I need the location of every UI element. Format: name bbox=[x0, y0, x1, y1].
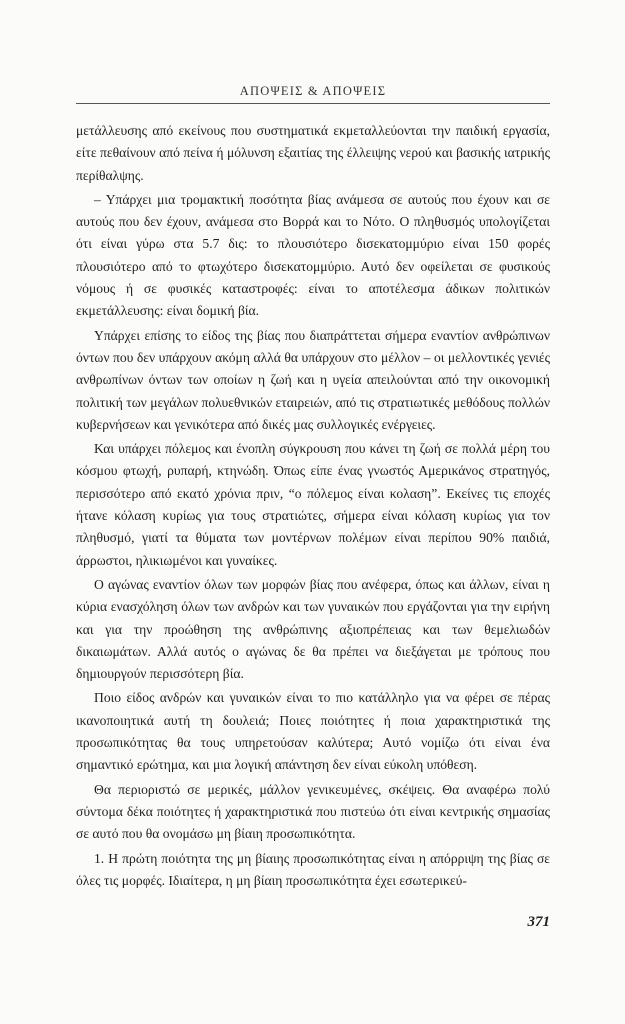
paragraph: Και υπάρχει πόλεμος και ένοπλη σύγκρουση που κάνει τη ζωή σε πολλά μέρη του κόσμου φτωχή, ρυπαρή, κτηνώδη. Όπως είπε ένας γνωστός Αμερικάνος στρατηγός, περισσότερο από εκατό χρόνια πριν, “ο πόλεμος είναι κολαση”. Εκείνες τις εποχές ήτανε κόλαση κυρίως για τους στρατιώτες, σήμερα είναι κόλαση κυρίως για τον πληθυσμό, γιατί τα θύματα των μοντέρνων πολέμων είναι περίπου 90% παιδιά, άρρωστοι, ηλικιωμένοι και γυναίκες. bbox=[76, 441, 550, 568]
paragraph-continuation: μετάλλευσης από εκείνους που συστηματικά εκμεταλλεύονται την παιδική εργασία, είτε πεθαίνουν από πείνα ή μόλυνση εξαιτίας της έλλειψης νερού και βασικής ιατρικής περίθαλψης. bbox=[76, 123, 550, 183]
running-header: ΑΠΟΨΕΙΣ & ΑΠΟΨΕΙΣ bbox=[239, 84, 387, 98]
paragraph: – Υπάρχει μια τρομακτική ποσότητα βίας ανάμεσα σε αυτούς που έχουν και σε αυτούς που δεν έχουν, ανάμεσα στο Βορρά και το Νότο. Ο πληθυσμός υπολογίζεται ότι είναι γύρω στα 5.7 δις: το πλουσιότερο δισεκατομμύριο είναι 150 φορές πλουσιότερο από το φτωχότερο δισεκατομμύριο. Αυτό δεν οφείλεται σε φυσικούς νόμους ή σε φυσικές καταστροφές: είναι το αποτέλεσμα άδικων πολιτικών εκμετάλλευσης: είναι δομική βία. bbox=[76, 191, 550, 319]
body-text bbox=[76, 120, 550, 892]
paragraph: 1. Η πρώτη ποιότητα της μη βίαιης προσωπικότητας είναι η απόρριψη της βίας σε όλες τις μορφές. Ιδιαίτερα, η μη βίαιη προσωπικότητα έχει εσωτερικεύ- bbox=[76, 850, 550, 888]
page-number: 371 bbox=[527, 914, 550, 930]
paragraph: Υπάρχει επίσης το είδος της βίας που διαπράττεται σήμερα εναντίον ανθρώπινων όντων που δεν υπάρχουν ακόμη αλλά θα υπάρχουν στο μέλλον – οι μελλοντικές γενιές ανθρωπίνων όντων των οποίων η ζωή και η υγεία απειλούνται από την οικονομική πολιτική των μεγάλων πολυεθνικών εταιρειών, από τις στρατιωτικές μεθόδους πολλών κυβερνήσεων και γενικότερα από δικές μας συλλογικές ενέργειες. bbox=[76, 327, 550, 432]
paragraph: Ποιο είδος ανδρών και γυναικών είναι το πιο κατάλληλο για να φέρει σε πέρας ικανοποιητικά αυτή τη δουλειά; Ποιες ποιότητες ή ποια χαρακτηριστικά της προσωπικότητας θα τους υπηρετούσαν καλύτερα; Αυτό νομίζω ότι είναι ένα σημαντικό ερώτημα, και μια λογική απάντηση δεν είναι εύκολη υπόθεση. bbox=[76, 690, 550, 773]
paragraph: Θα περιοριστώ σε μερικές, μάλλον γενικευμένες, σκέψεις. Θα αναφέρω πολύ σύντομα δέκα ποιότητες ή χαρακτηριστικά που πιστεύω ότι είναι κεντρικής σημασίας σε αυτό που θα ονομάσω μη βίαιη προσωπικότητα. bbox=[76, 781, 550, 842]
header-rule bbox=[76, 103, 550, 104]
paragraph: Ο αγώνας εναντίον όλων των μορφών βίας που ανέφερα, όπως και άλλων, είναι η κύρια ενασχόληση όλων των ανδρών και των γυναικών που εργάζονται για την ειρήνη και για την προώθηση της ανθρώπινης αξιοπρέπειας και των θεμελιωδών δικαιωμάτων. Αλλά αυτός ο αγώνας δε θα πρέπει να διεξάγεται με τρόπους που δημιουργούν περισσότερη βία. bbox=[76, 576, 550, 682]
